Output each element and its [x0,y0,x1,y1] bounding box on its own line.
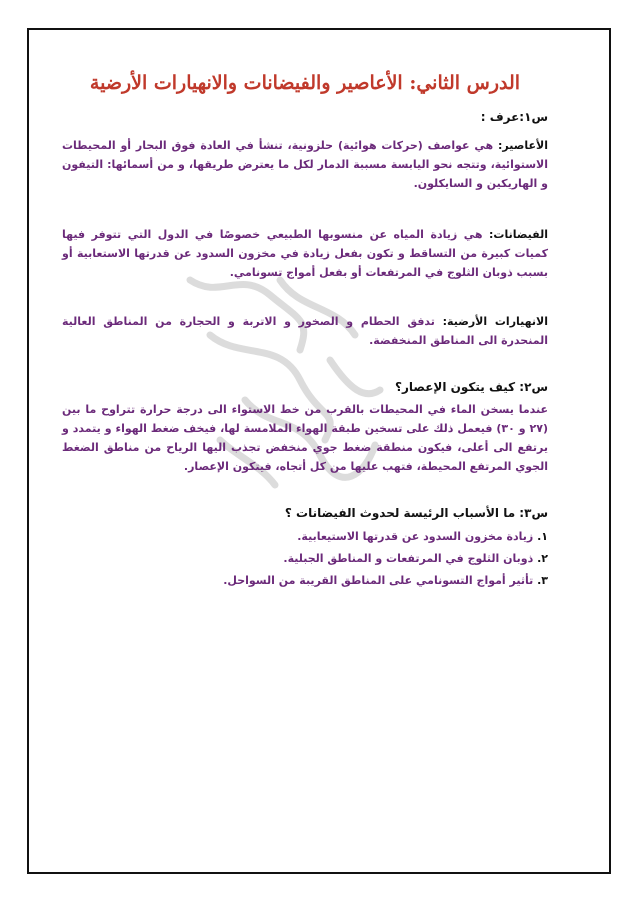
q2-answer: عندما يسخن الماء في المحيطات بالقرب من خط الاستواء الى درجة حرارة تتراوح ما بين (٢٧ و ٣٠) فيعمل ذلك على تسخين طبقة الهواء الملامسة لها، فيخف ضغط الهواء و يتمدد و يرتفع الى أعلى، فيكون منطقة ضغط جوي منخفض تجذب اليها الرياح من مناطق الضغط الجوي المرتفع المحيطة، فتهب عليها من كل أتجاه، فيتكون الإعصار. [62,403,548,473]
list-item [62,548,548,570]
definition-landslides [62,312,548,350]
term-floods: الفيضانات: [489,228,548,241]
lesson-title: الدرس الثاني: الأعاصير والفيضانات والانهيارات الأرضية [89,72,521,94]
list-item-text: ذوبان الثلوج في المرتفعات و المناطق الجبلية. [283,552,538,565]
definition-floods [62,225,548,282]
list-item [62,570,548,592]
definition-hurricanes-text: هي عواصف (حركات هوائية) حلزونية، تنشأ في العادة فوق البحار أو المحيطات الاستوائية، وتتجه نحو اليابسة مسببة الدمار لكل ما يعترض طريقها، و من أسمائها: التيفون و الهاريكين و السايكلون. [62,139,548,190]
list-item [62,526,548,548]
definition-floods-text: هي زيادة المياه عن منسوبها الطبيعي خصوصًا في الدول التي تتوفر فيها كميات كبيرة من التساقط و تكون بفعل زيادة في مخزون السدود عن قدرتها الاستعابية أو بسبب ذوبان الثلوج في المرتفعات أو بفعل أمواج تسونامي. [62,228,548,279]
q1-heading: س١:عرف : [480,110,548,124]
flood-causes-list [62,526,548,592]
list-item-number: ١. [537,530,548,543]
term-landslides: الانهيارات الأرضية: [442,315,549,328]
list-item-text: تأثير أمواج التسونامي على المناطق القريبة من السواحل. [223,574,538,587]
q3-heading: س٣: ما الأسباب الرئيسة لحدوث الفيضانات ؟ [284,506,548,520]
term-hurricanes: الأعاصير: [498,139,548,152]
definition-hurricanes [62,136,548,193]
list-item-number: ٣. [537,574,548,587]
definition-landslides-text: تدفق الحطام و الصخور و الاتربة و الحجارة من المناطق العالية المنحدرة الى المناطق المنخفضة. [62,315,548,347]
list-item-text: زيادة مخزون السدود عن قدرتها الاستيعابية. [297,530,538,543]
q2-heading: س٢: كيف يتكون الإعصار؟ [395,380,548,394]
lesson-content [62,70,548,592]
list-item-number: ٢. [537,552,548,565]
